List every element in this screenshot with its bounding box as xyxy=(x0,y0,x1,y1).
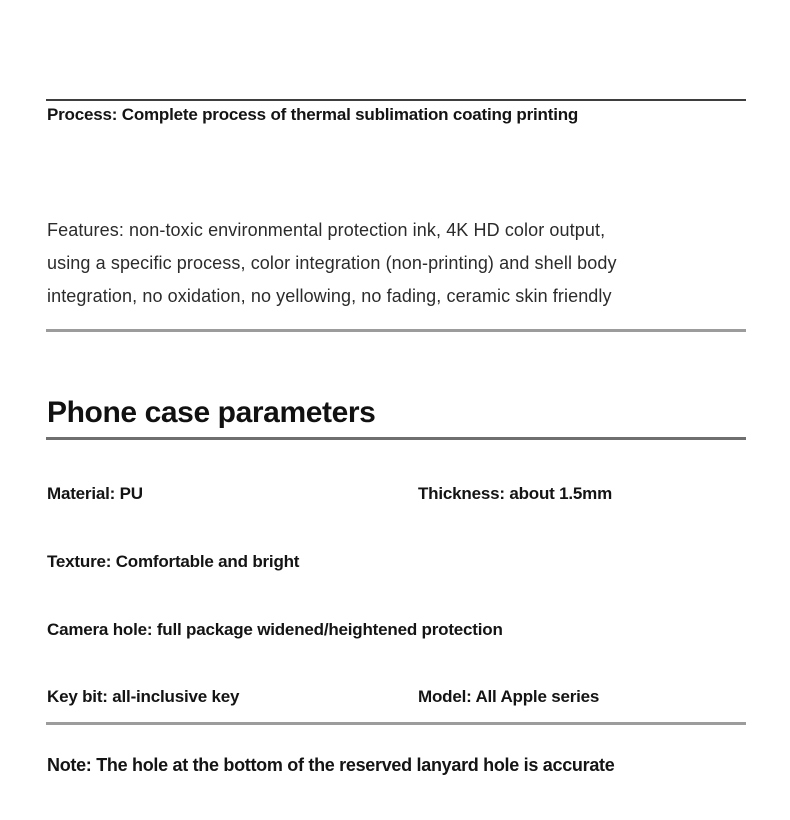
param-row-material-thickness xyxy=(47,484,747,506)
features-line-1: Features: non-toxic environmental protection ink, 4K HD color output, xyxy=(47,220,606,240)
param-key-bit: Key bit: all-inclusive key xyxy=(47,687,240,706)
param-texture: Texture: Comfortable and bright xyxy=(47,552,300,571)
param-thickness: Thickness: about 1.5mm xyxy=(418,484,612,503)
param-material: Material: PU xyxy=(47,484,143,503)
param-camera-hole: Camera hole: full package widened/heightened protection xyxy=(47,620,503,639)
divider-top xyxy=(46,99,746,101)
process-text: Process: Complete process of thermal sublimation coating printing xyxy=(47,105,579,124)
param-row-camera-hole xyxy=(47,620,747,642)
divider-below-title xyxy=(46,437,746,440)
param-model: Model: All Apple series xyxy=(418,687,600,706)
features-line-3: integration, no oxidation, no yellowing, no fading, ceramic skin friendly xyxy=(47,286,612,306)
divider-above-note xyxy=(46,722,746,725)
note-text: Note: The hole at the bottom of the reserved lanyard hole is accurate xyxy=(47,755,615,775)
features-paragraph xyxy=(47,214,747,313)
features-line-2: using a specific process, color integration (non-printing) and shell body xyxy=(47,253,617,273)
section-title: Phone case parameters xyxy=(47,396,376,429)
param-row-texture xyxy=(47,552,747,574)
divider-above-title xyxy=(46,329,746,332)
param-row-keybit-model xyxy=(47,687,747,709)
